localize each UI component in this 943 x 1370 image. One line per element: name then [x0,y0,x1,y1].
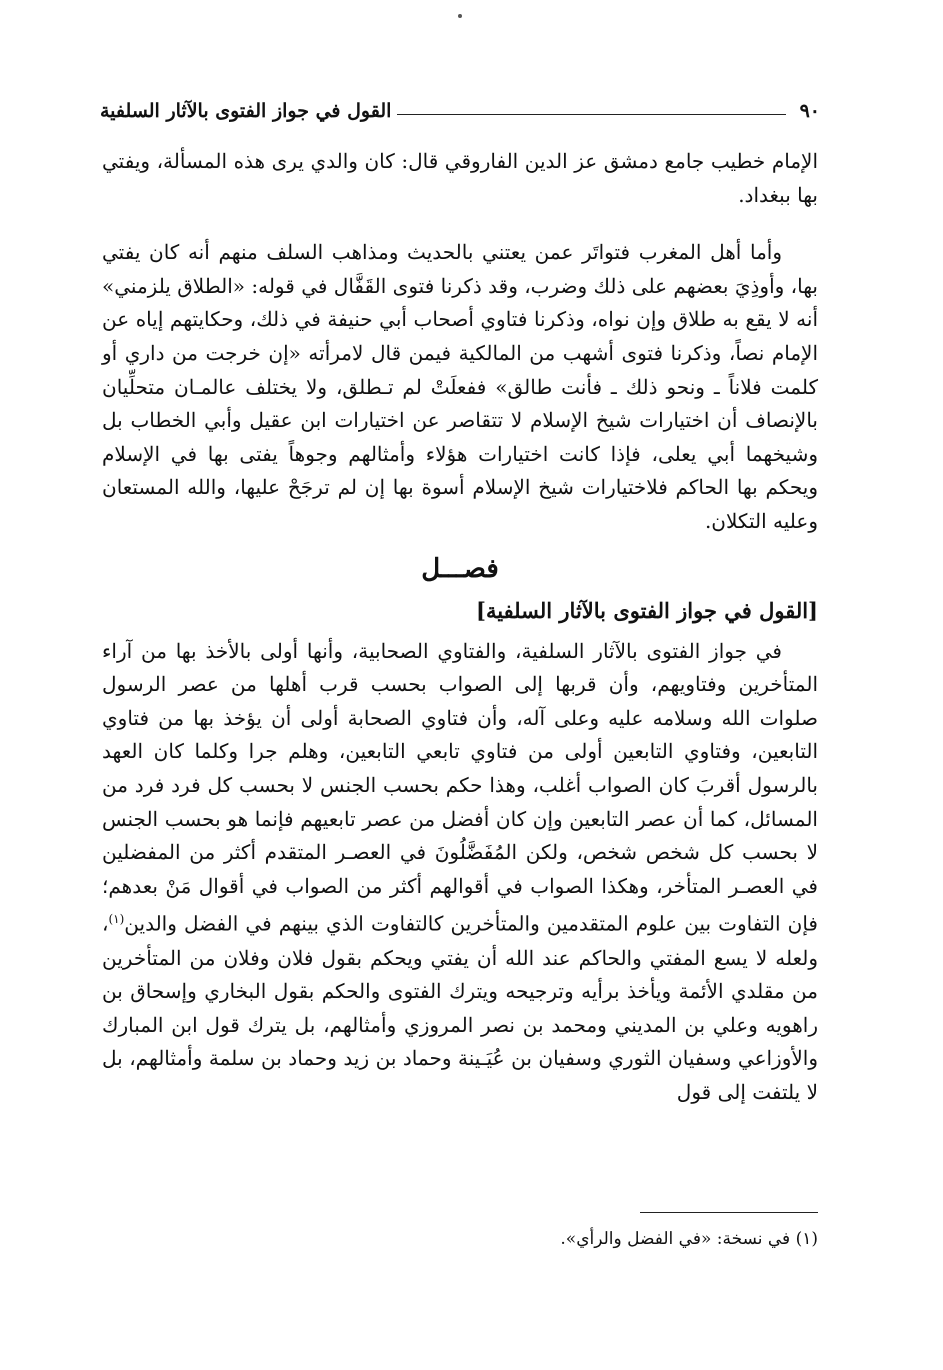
paragraph-2: وأما أهل المغرب فتواتَر عمن يعتني بالحديث ومذاهب السلف منهم أنه كان يفتي بها، وأوذِيَ بعضهم على ذلك وضرب، وقد ذكرنا فتوى القَفَّال في قوله: «الطلاق يلزمني» أنه لا يقع به طلاق وإن نواه، وذكرنا فتاوي أصحاب أبي حنيفة في ذلك، وحكايتهم إياه عن الإمام نصاً، وذكرنا فتوى أشهب من المالكية فيمن قال لامرأته «إن خرجت من داري أو كلمت فلاناً ـ ونحو ذلك ـ فأنت طالق» ففعلَتْ لم تـطلق، ولا يختلف عالمـان متحلِّيان بالإنصاف أن اختيارات شيخ الإسلام لا تتقاصر عن اختيارات ابن عقيل وأبي الخطاب بل وشيخهما أبي يعلى، فإذا كانت اختيارات هؤلاء وأمثالهم وجوهاً يفتى بها في الإسلام ويحكم بها الحاكم فلاختيارات شيخ الإسلام أسوة بها إن لم ترجَحْ عليها، والله المستعان وعليه التكلان. [102,240,818,533]
section-text-part-1: في جواز الفتوى بالآثار السلفية، والفتاوي الصحابية، وأنها أولى بالأخذ بها من آراء المتأخرين وفتاويهم، وأن قربها إلى الصواب بحسب قرب أهلها من عصر الرسول صلوات الله وسلامه عليه وعلى آله، وأن فتاوي الصحابة أولى أن يؤخذ بها من فتاوي التابعين، وفتاوي التابعين أولى من فتاوي تابعي التابعين، وهلم جرا وكلما كان العهد بالرسول أقربَ كان الصواب أغلب، وهذا حكم بحسب الجنس لا بحسب كل فرد فرد من المسائل، كما أن عصر التابعين وإن كان أفضل من عصر تابعيهم فإنما هو بحسب الجنس لا بحسب كل شخص شخص، ولكن المُفَضَّلُونَ في العصـر المتقدم أكثر من المفضلين في العصـر المتأخر، وهكذا الصواب في أقوالهم أكثر من الصواب في أقوال مَنْ بعدهم؛ فإن التفاوت بين علوم المتقدمين والمتأخرين كالتفاوت الذي بينهم في الفضل والدين [102,638,818,936]
running-header [100,92,820,122]
scan-dot-mark [458,14,462,18]
main-text [102,145,818,1110]
paragraph-gap [102,212,818,236]
header-rule [397,114,785,115]
footnote: (١) في نسخة: «في الفضل والرأي». [560,1229,818,1249]
footnote-separator [640,1212,818,1213]
section-title: فصـــل [421,553,499,584]
footnote-reference[interactable]: (١) [108,912,125,927]
paragraph-1: الإمام خطيب جامع دمشق عز الدين الفاروقي قال: كان والدي يرى هذه المسألة، ويفتي بها ببغداد. [102,149,818,207]
section-text-part-2: ، ولعله لا يسع المفتي والحاكم عند الله أن يفتي ويحكم بقول فلان وفلان من المتأخرين من مقلدي الأئمة ويأخذ برأيه وترجيحه ويترك الفتوى والحكم بقول البخاري وإسحاق بن راهويه وعلي بن المديني ومحمد بن نصر المروزي وأمثالهم، بل يترك قول ابن المبارك والأوزاعي وسفيان الثوري وسفيان بن عُيَـينة وحماد بن زيد وحماد بن سلمة وأمثالهم، بل لا يلتفت إلى قول [102,911,818,1104]
section-paragraph [102,635,818,1110]
page-number: ٩٠ [799,100,820,122]
section-subtitle: [القول في جواز الفتوى بالآثار السلفية] [476,597,818,623]
running-title: القول في جواز الفتوى بالآثار السلفية [100,100,392,122]
